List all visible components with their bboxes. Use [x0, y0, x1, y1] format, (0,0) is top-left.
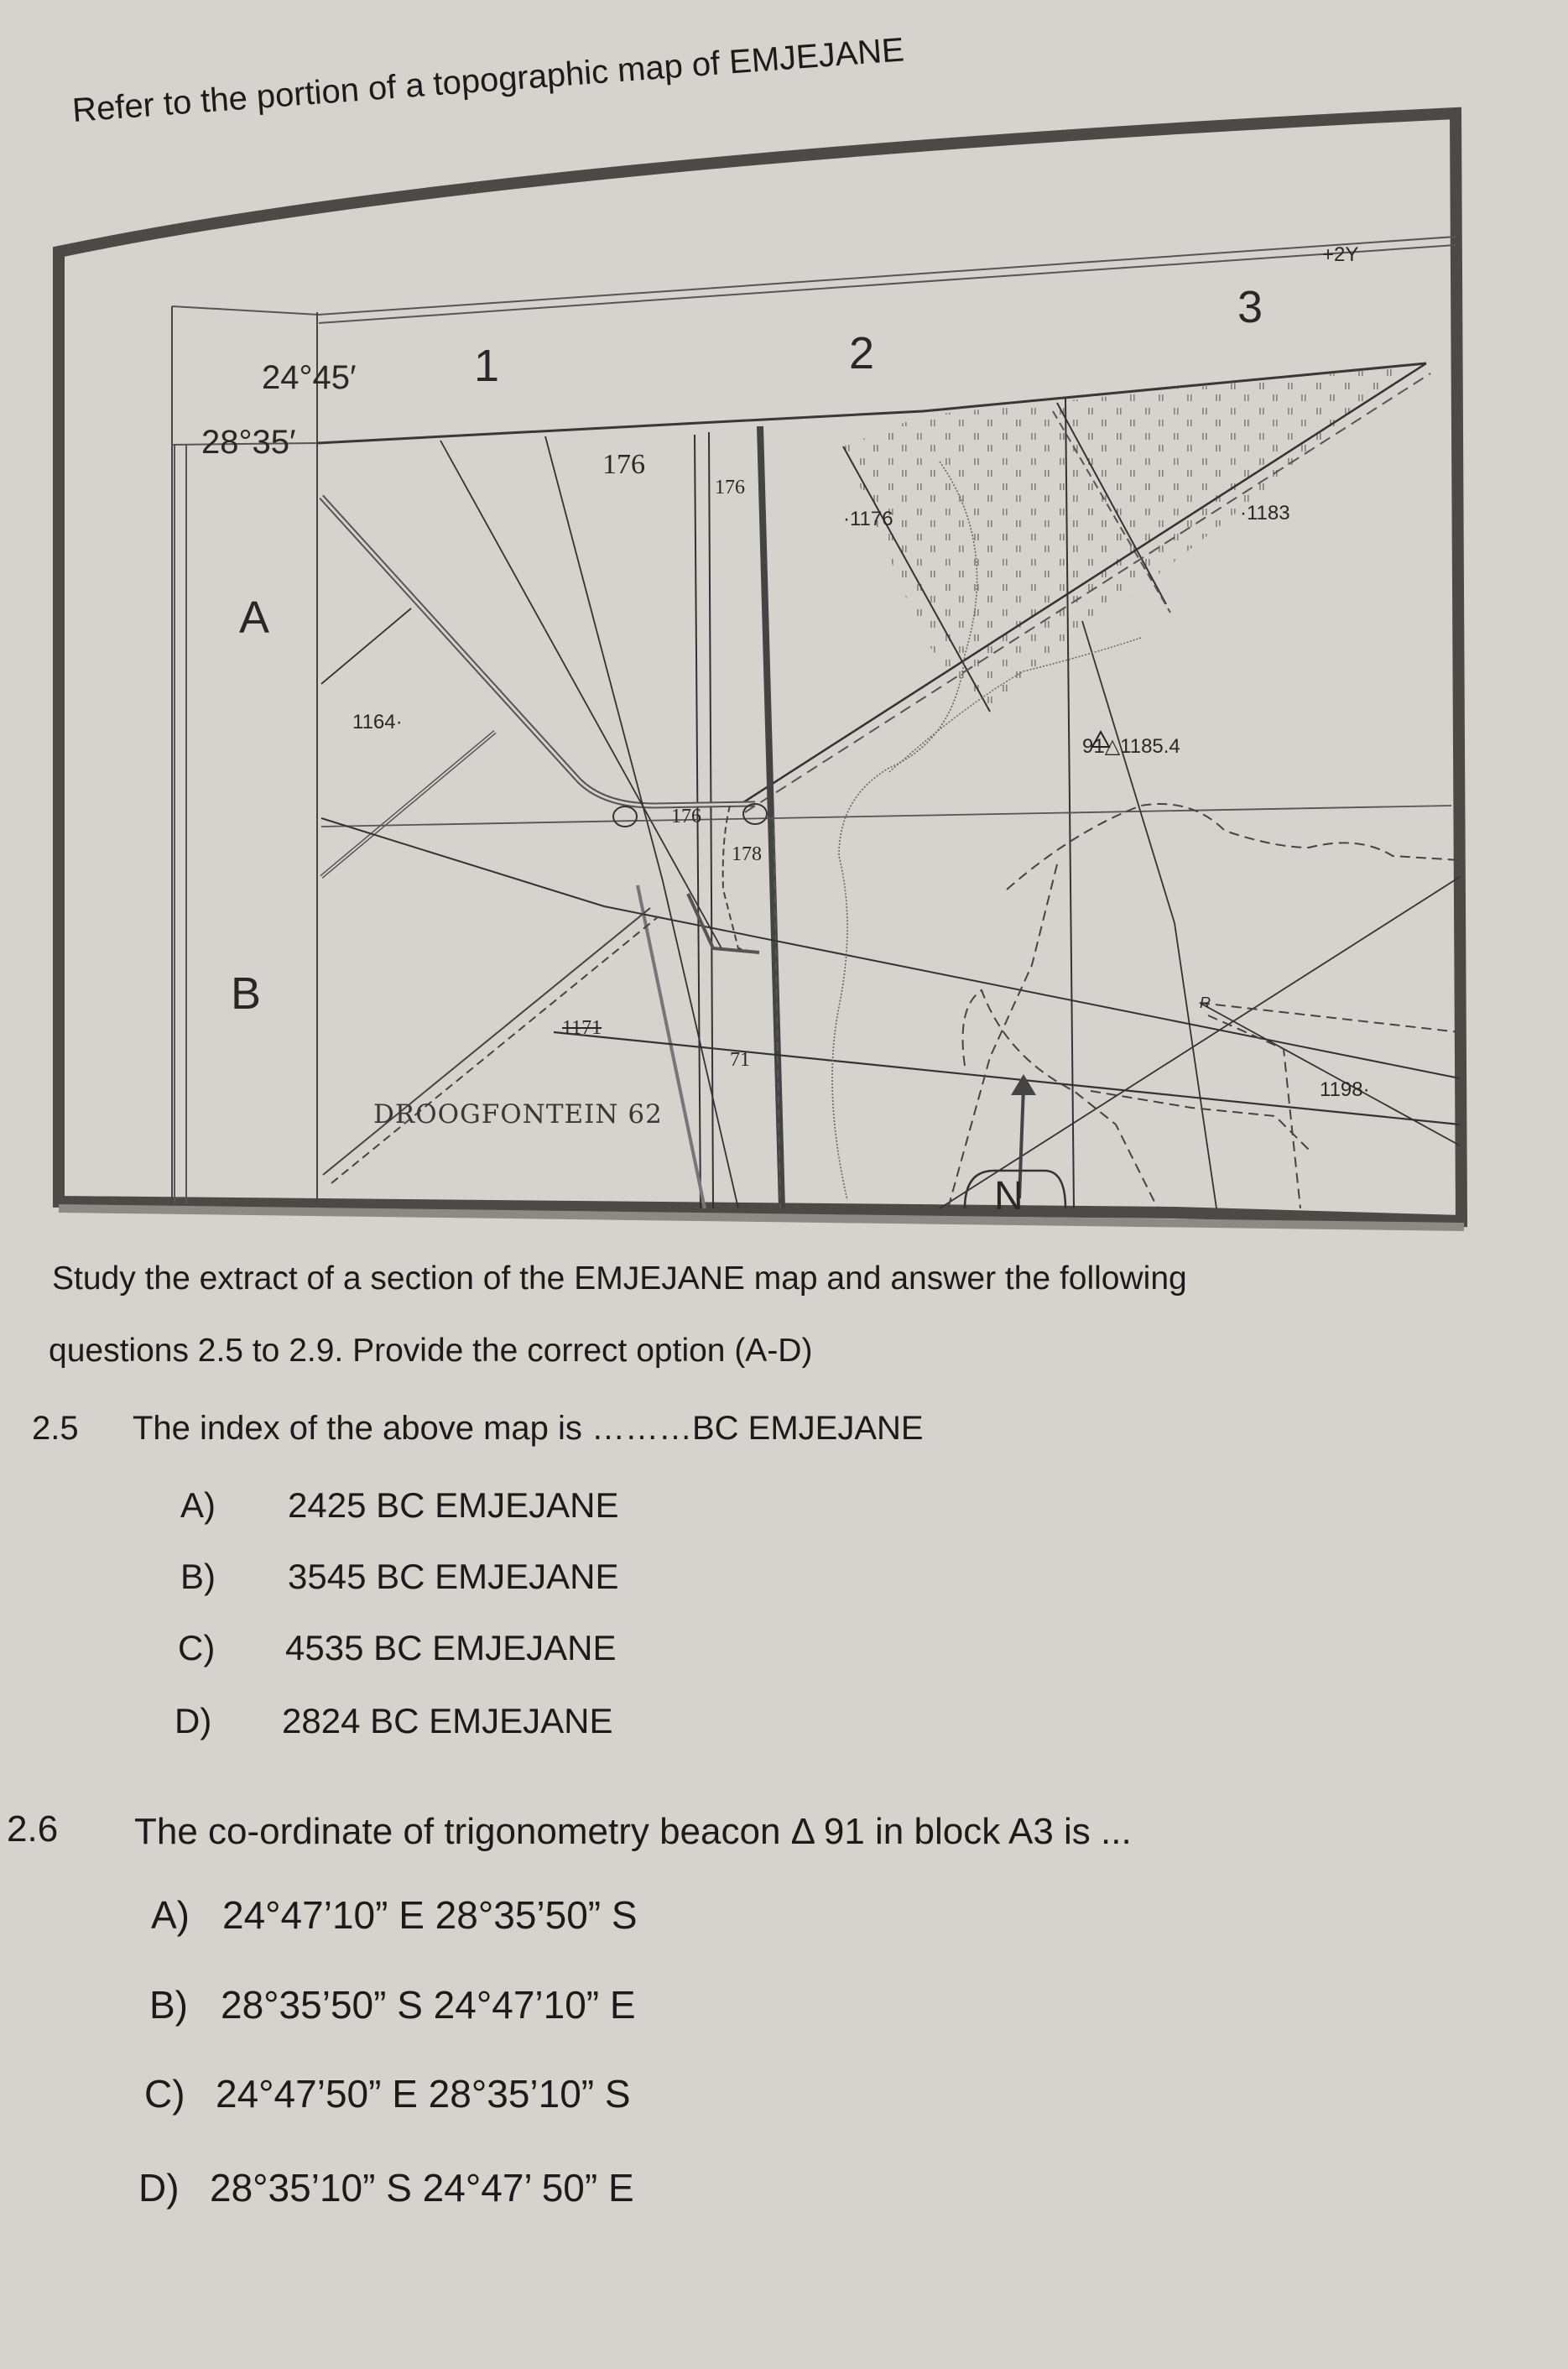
- option-b[interactable]: B) 28°35’50” S 24°47’10” E: [149, 1983, 636, 2027]
- road-number-178: 178: [732, 843, 762, 865]
- north-arrow-letter: N: [994, 1174, 1024, 1218]
- dam-icon: [743, 804, 767, 824]
- spot-height-1198: 1198·: [1320, 1078, 1370, 1101]
- latitude-label: 28°35′: [201, 424, 296, 461]
- trig-beacon-label: 91△1185.4: [1082, 735, 1180, 758]
- spot-height-1164: 1164·: [352, 711, 403, 733]
- grid-row-A-label: A: [239, 592, 270, 643]
- grid-column-1-label: 1: [474, 341, 500, 391]
- spot-height-1176: ·1176: [843, 508, 893, 530]
- intro-text: Refer to the portion of a topographic map of EMJEJANE: [70, 31, 906, 130]
- road-number-71: 71: [730, 1049, 750, 1071]
- marker-2y: +2Y: [1322, 243, 1359, 266]
- dam-icon: [613, 806, 637, 827]
- farm-name-droogfontein: DROOGFONTEIN 62: [373, 1099, 663, 1130]
- option-d[interactable]: D) 2824 BC EMJEJANE: [175, 1701, 613, 1740]
- instructions-line-1: Study the extract of a section of the EMJEJANE map and answer the following: [52, 1260, 1187, 1297]
- grid-column-2-label: 2: [849, 328, 875, 378]
- question-text: The co-ordinate of trigonometry beacon Δ 91 in block A3 is ...: [134, 1811, 1132, 1852]
- option-a[interactable]: A) 2425 BC EMJEJANE: [180, 1485, 619, 1525]
- question-text: The index of the above map is ………BC EMJEJANE: [133, 1410, 924, 1447]
- contour-1171: 1171: [562, 1017, 602, 1039]
- question-number: 2.6: [7, 1808, 59, 1850]
- option-d[interactable]: D) 28°35’10” S 24°47’ 50” E: [138, 2166, 634, 2210]
- question-number: 2.5: [32, 1410, 79, 1447]
- option-a[interactable]: A) 24°47’10” E 28°35’50” S: [151, 1893, 638, 1937]
- marsh-area: [843, 363, 1426, 713]
- instructions-line-2: questions 2.5 to 2.9. Provide the correct option (A-D): [49, 1333, 813, 1369]
- spot-height-1183: ·1183: [1240, 502, 1290, 524]
- symbol-r: R: [1200, 994, 1211, 1011]
- map-outer-frame: [59, 113, 1461, 1221]
- grid-column-3-label: 3: [1237, 282, 1263, 332]
- road-number-176: 176: [715, 477, 745, 498]
- grid-row-B-label: B: [231, 968, 262, 1019]
- longitude-label: 24°45′: [262, 359, 357, 396]
- north-arrow-icon: [1011, 1074, 1036, 1095]
- road-number-176: 176: [602, 449, 645, 480]
- option-b[interactable]: B) 3545 BC EMJEJANE: [180, 1557, 619, 1596]
- option-c[interactable]: C) 4535 BC EMJEJANE: [178, 1628, 617, 1667]
- option-c[interactable]: C) 24°47’50” E 28°35’10” S: [144, 2072, 631, 2116]
- road-number-176: 176: [671, 806, 701, 827]
